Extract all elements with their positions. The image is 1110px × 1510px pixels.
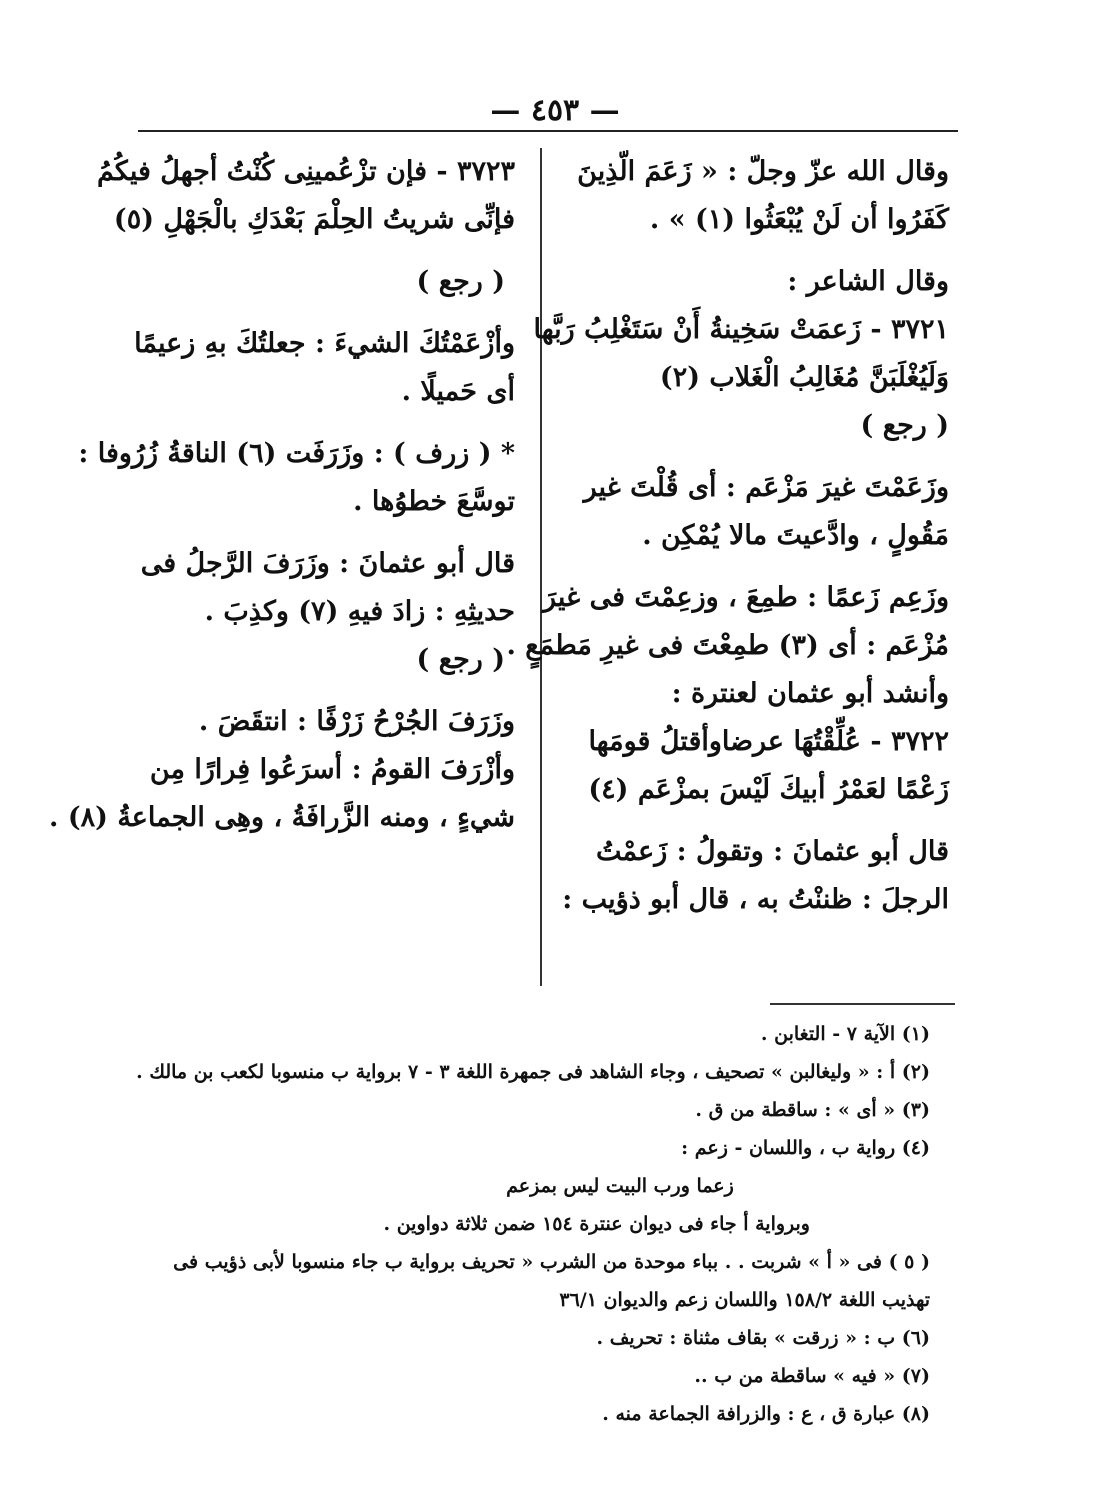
entry-heading-line: * ( زرف ) : وزَرَفَت (٦) الناقةُ زُرُوفا :	[78, 438, 515, 469]
footnote: (٦) ب : « زرقت » بقاف مثناة : تحريف .	[596, 1327, 930, 1349]
verse-line: فإنِّى شريتُ الحِلْمَ بَعْدَكِ بالْجَهْلِ (٥)	[113, 204, 515, 235]
text-line: كَفَرُوا أن لَنْ يُبْعَثُوا (١) » .	[649, 204, 949, 235]
text-line: مَقُولٍ ، وادَّعيتَ مالا يُمْكِن .	[642, 520, 949, 551]
verse-line: ٣٧٢٢ - عُلِّقْتُهَا عرضاوأقتلُ قومَها	[588, 726, 949, 757]
footnote: (١) الآية ٧ - التغابن .	[760, 1023, 930, 1045]
left-column	[49, 148, 515, 988]
text-line: وأنشد أبو عثمان لعنترة :	[671, 678, 949, 709]
verse-line: ٣٧٢٣ - فإن تزْعُمينِى كُنْتُ أجهلُ فيكُمُ	[96, 156, 515, 187]
section-marker: ( رجع )	[416, 266, 505, 297]
text-line: شيءٍ ، ومنه الزَّرافَةُ ، وهِى الجماعةُ (٨) .	[49, 802, 515, 833]
verse-line: ٣٧٢١ - زَعمَتْ سَخِينةُ أَنْ سَتَغْلِبُ رَبَّها	[533, 314, 949, 345]
verse-line: زَعْمًا لعَمْرُ أبيكَ لَيْسَ بمزْعَم (٤)	[588, 774, 949, 805]
footnote-verse: زعما ورب البيت ليس بمزعم	[506, 1175, 734, 1197]
header-rule	[138, 130, 958, 132]
footnote: (٢) أ : « وليغالبن » تصحيف ، وجاء الشاهد فى جمهرة اللغة ٣ - ٧ برواية ب منسوبا لكعب بن مالك .	[136, 1061, 930, 1083]
footnote: (٧) « فيه » ساقطة من ب ..	[694, 1365, 930, 1387]
footnote: تهذيب اللغة ١٥٨/٢ واللسان زعم والديوان ٣٦/١	[559, 1289, 930, 1311]
text-line: وأزْرَفَ القومُ : أسرَعُوا فِرارًا مِن	[149, 754, 515, 785]
text-line: مُزْعَم : أى (٣) طمِعْتَ فى غيرِ مَطمَعٍ .	[506, 630, 949, 661]
text-line: وقال الله عزّ وجلّ : « زَعَمَ الّذِينَ	[577, 156, 949, 187]
text-line: الرجلَ : ظننْتُ به ، قال أبو ذؤيب :	[562, 884, 949, 915]
text-line: وزَرَفَ الجُرْحُ زَرْفًا : انتقَضَ .	[198, 706, 515, 737]
text-line: توسَّعَ خطوُها .	[353, 486, 515, 517]
footnote: (٤) رواية ب ، واللسان - زعم :	[681, 1137, 930, 1159]
footnotes	[136, 1015, 930, 1433]
verse-line: وَلَيُغْلَبَنَّ مُغَالِبُ الْغَلاب (٢)	[659, 362, 949, 393]
column-divider	[540, 148, 542, 986]
text-line: أى حَميلًا .	[401, 376, 515, 407]
text-line: وأزْعَمْتُكَ الشيءَ : جعلتُكَ بهِ زعيمًا	[134, 328, 515, 359]
text-line: وزَعِم زَعمًا : طمِعَ ، وزعِمْتَ فى غيرَ	[543, 582, 949, 613]
right-column	[506, 148, 949, 988]
footnote-rule	[770, 1003, 955, 1005]
footnote: وبرواية أ جاء فى ديوان عنترة ١٥٤ ضمن ثلاثة دواوين .	[383, 1213, 810, 1235]
text-line: حديثِهِ : زادَ فيهِ (٧) وكذِبَ .	[204, 596, 515, 627]
text-line: قال أبو عثمانَ : وزَرَفَ الرَّجلُ فى	[140, 548, 515, 579]
footnote: (٣) « أى » : ساقطة من ق .	[695, 1099, 930, 1121]
text-line: وزَعَمْتَ غيرَ مَزْعَم : أى قُلْتَ غير	[583, 472, 949, 503]
page-number: — ٤٥٣ —	[490, 93, 620, 128]
section-marker: ( رجع )	[860, 410, 949, 441]
text-line: وقال الشاعر :	[787, 266, 949, 297]
section-marker: ( رجع )	[416, 644, 505, 675]
text-line: قال أبو عثمانَ : وتقولُ : زَعمْتُ	[595, 836, 949, 867]
footnote: ( ٥ ) فى « أ » شربت . . بباء موحدة من الشرب « تحريف برواية ب جاء منسوبا لأبى ذؤيب فى	[173, 1251, 930, 1273]
footnote: (٨) عبارة ق ، ع : والزرافة الجماعة منه .	[602, 1403, 930, 1425]
